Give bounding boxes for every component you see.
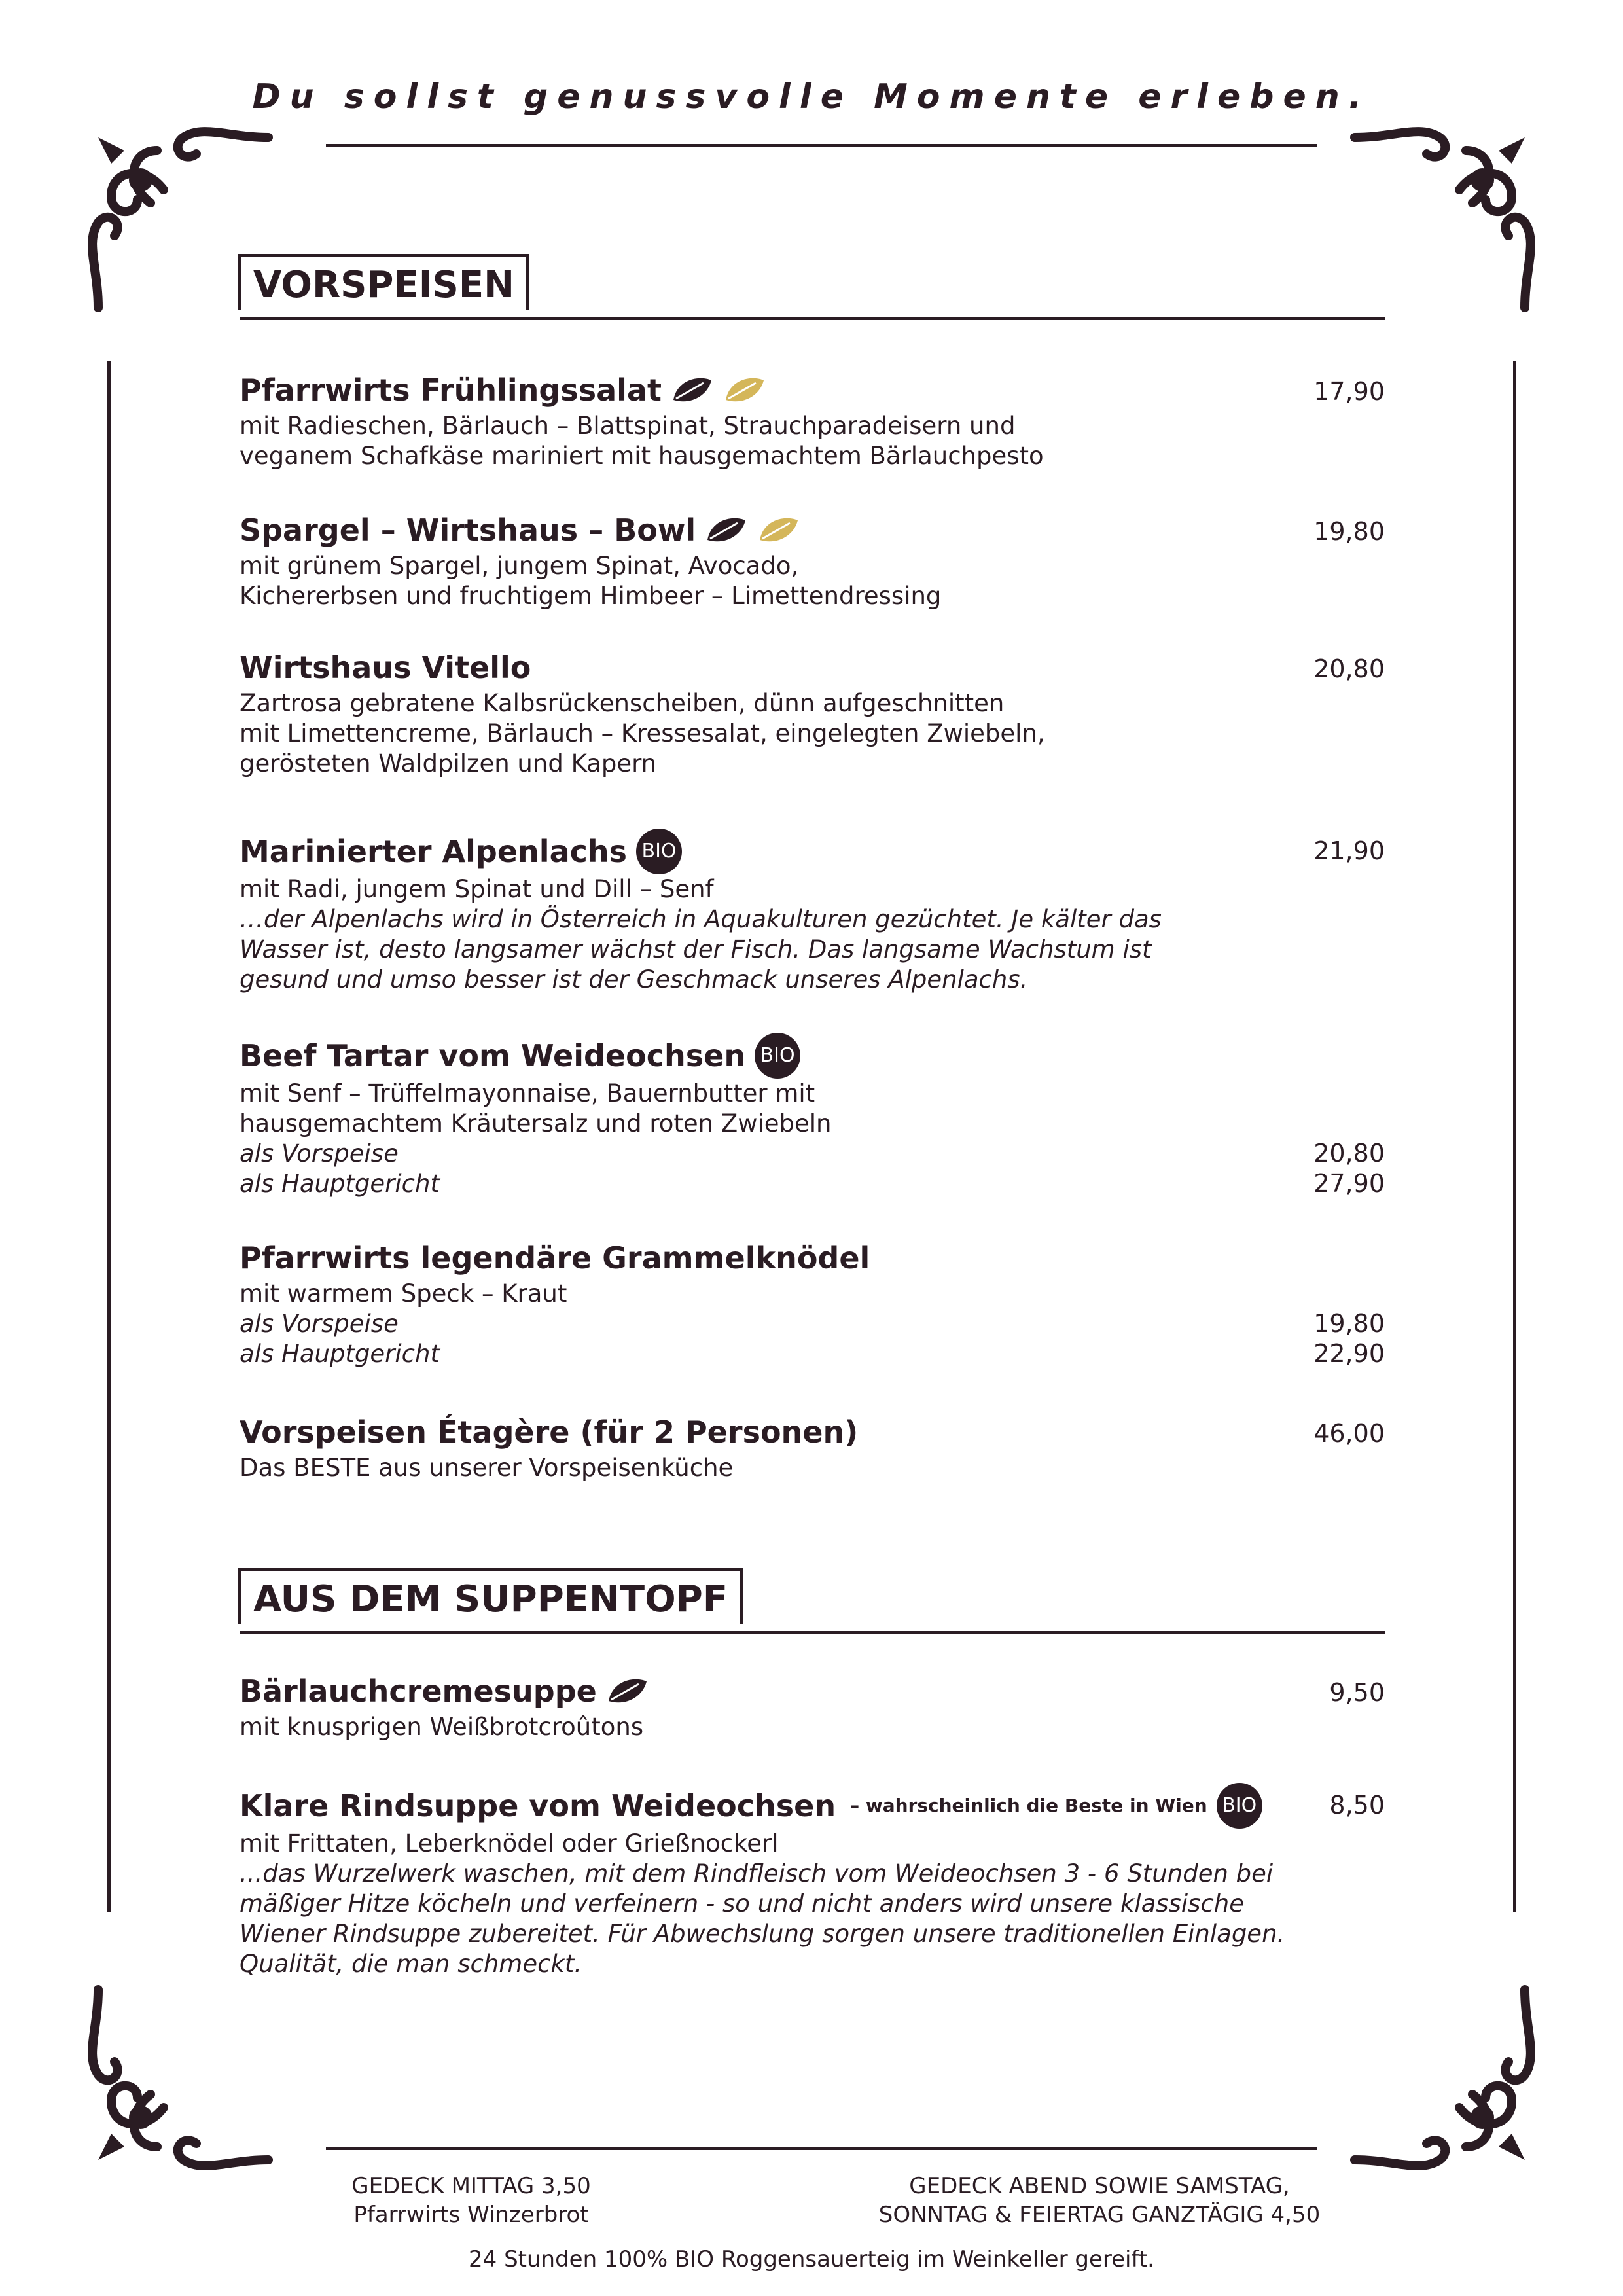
dish-grammelknoedel [240,1237,1385,1369]
section-rule-suppentopf [240,1631,1385,1634]
dish-price: 9,50 [1329,1678,1385,1707]
dish-note-line: ...das Wurzelwerk waschen, mit dem Rindfleisch vom Weideochsen 3 - 6 Stunden bei [240,1859,1274,1888]
option-label: als Hauptgericht [240,1340,440,1368]
dish-desc-line: mit Radi, jungem Spinat und Dill – Senf [240,875,714,903]
dish-desc-line: mit warmem Speck – Kraut [240,1280,567,1308]
dish-vitello [240,647,1385,779]
dish-note-line: gesund und umso besser ist der Geschmack unseres Alpenlachs. [240,965,1028,994]
footer-bottom: 24 Stunden 100% BIO Roggensauerteig im Weinkeller gereift. [469,2246,1154,2272]
bio-badge: BIO [755,1033,800,1079]
dish-name: Bärlauchcremesuppe [240,1674,597,1709]
vegan-leaf-icon [671,374,714,406]
dish-price: 46,00 [1313,1419,1385,1448]
option-price: 22,90 [1313,1339,1385,1368]
dish-desc-line: veganem Schafkäse mariniert mit hausgemachtem Bärlauchpesto [240,442,1044,470]
footer-right [844,2172,1355,2229]
dish-beef-tartar [240,1033,1385,1199]
section-title-vorspeisen: VORSPEISEN [238,254,529,310]
dish-desc-line: Kichererbsen und fruchtigem Himbeer – Limettendressing [240,582,942,610]
dish-desc-line: gerösteten Waldpilzen und Kapern [240,749,657,778]
dish-name: Klare Rindsuppe vom Weideochsen [240,1788,836,1823]
option-price: 20,80 [1313,1139,1385,1168]
dish-desc-line: mit grünem Spargel, jungem Spinat, Avocado, [240,552,799,580]
vegan-leaf-icon [606,1675,649,1708]
vegetarian-leaf-icon [723,374,766,406]
option-label: als Hauptgericht [240,1170,440,1198]
dish-price: 20,80 [1313,655,1385,683]
section-rule-vorspeisen [240,317,1385,320]
dish-price: 17,90 [1313,377,1385,406]
dish-fruehlingssalat [240,369,1385,471]
option-label: als Vorspeise [240,1310,399,1338]
dish-desc-line: Zartrosa gebratene Kalbsrückenscheiben, dünn aufgeschnitten [240,689,1005,717]
footer-left-line1: GEDECK MITTAG 3,50 [351,2173,591,2199]
dish-name: Marinierter Alpenlachs [240,834,628,869]
dish-spargel-bowl [240,509,1385,611]
footer-rule [326,2147,1317,2150]
dish-price: 21,90 [1313,836,1385,865]
footer-left [308,2172,635,2229]
corner-ornament-bottom-right-icon [1342,1977,1551,2186]
dish-desc-line: mit Senf – Trüffelmayonnaise, Bauernbutter mit [240,1079,815,1107]
vegetarian-leaf-icon [757,514,800,547]
vegan-leaf-icon [705,514,748,547]
bio-badge: BIO [1217,1783,1262,1829]
dish-name: Pfarrwirts legendäre Grammelknödel [240,1240,870,1276]
dish-price: 19,80 [1313,517,1385,546]
dish-name: Beef Tartar vom Weideochsen [240,1038,746,1073]
dish-desc-line: Das BESTE aus unserer Vorspeisenküche [240,1454,734,1482]
dish-desc-line: mit Frittaten, Leberknödel oder Grießnockerl [240,1829,779,1857]
option-price: 19,80 [1313,1309,1385,1338]
dish-note-line: Qualität, die man schmeckt. [240,1950,582,1978]
dish-note-line: …der Alpenlachs wird in Österreich in Aquakulturen gezüchtet. Je kälter das [240,905,1162,933]
dish-note-line: Wiener Rindsuppe zubereitet. Für Abwechslung sorgen unsere traditionellen Einlagen. [240,1920,1285,1948]
option-price: 27,90 [1313,1169,1385,1198]
corner-ornament-top-right-icon [1342,111,1551,321]
footer-right-line1: GEDECK ABEND SOWIE SAMSTAG, [909,2173,1290,2199]
dish-baerlauchcremesuppe [240,1670,1385,1742]
dish-desc-line: mit Limettencreme, Bärlauch – Kressesalat, eingelegten Zwiebeln, [240,719,1045,747]
dish-subtitle: – wahrscheinlich die Beste in Wien [850,1795,1207,1816]
dish-name: Wirtshaus Vitello [240,650,531,685]
footer-right-line2: SONNTAG & FEIERTAG GANZTÄGIG 4,50 [878,2202,1321,2228]
corner-ornament-bottom-left-icon [72,1977,281,2186]
frame-right-line [1513,361,1516,1912]
option-label: als Vorspeise [240,1139,399,1168]
dish-price: 8,50 [1329,1791,1385,1820]
dish-name: Pfarrwirts Frühlingssalat [240,372,662,408]
dish-desc-line: hausgemachtem Kräutersalz und roten Zwiebeln [240,1109,832,1138]
footer-left-line2: Pfarrwirts Winzerbrot [353,2202,589,2228]
section-title-suppentopf: AUS DEM SUPPENTOPF [238,1568,743,1624]
dish-name: Spargel – Wirtshaus – Bowl [240,512,696,548]
header-rule [326,144,1317,147]
dish-alpenlachs [240,829,1385,995]
dish-etagere [240,1411,1385,1483]
dish-desc-line: mit knusprigen Weißbrotcroûtons [240,1713,644,1741]
dish-note-line: Wasser ist, desto langsamer wächst der Fisch. Das langsame Wachstum ist [240,935,1152,963]
dish-desc-line: mit Radieschen, Bärlauch – Blattspinat, Strauchparadeisern und [240,412,1016,440]
dish-rindsuppe [240,1783,1385,1979]
tagline: Du sollst genussvolle Momente erleben. [252,77,1371,117]
frame-left-line [107,361,111,1912]
dish-note-line: mäßiger Hitze köcheln und verfeinern - so und nicht anders wird unsere klassische [240,1890,1244,1918]
bio-badge: BIO [636,829,682,874]
dish-name: Vorspeisen Étagère (für 2 Personen) [240,1414,859,1450]
